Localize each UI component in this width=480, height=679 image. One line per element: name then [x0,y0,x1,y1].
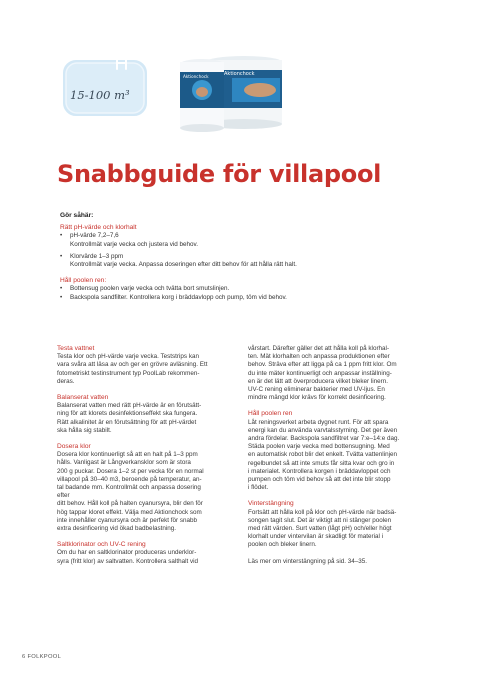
svg-text:Aktionchock: Aktionchock [183,74,209,79]
list-item: • Bottensug poolen varje vecka och tvätta bort smutslinjen. [60,285,380,293]
section-heading: Dosera klor [57,443,91,451]
list-item: • Backspola sandfilter. Kontrollera korg i bräddavlopp och pump, töm vid behov. [60,294,380,302]
keep-clean-heading: Håll poolen ren: [60,277,107,285]
page-number: 6 [22,654,26,660]
section-heading: Balanserat vatten [57,394,109,402]
list-item: • Klorvärde 1–3 ppm Kontrollmät varje vecka. Anpassa doseringen efter ditt behov för att hålla rätt halt. [60,253,380,269]
section-heading: Saltklorinator och UV-C rening [57,541,146,549]
product-image [172,50,287,132]
right-column: vårstart. Därefter gäller det att hålla koll på klorhal- ten. Mät klorhalten och anpassa produktionen efter behov. Sträva efter att ligga på ca 1 ppm fritt klor. Om du inte mäter kontinuerligt och anpassar inställning- en är det lätt att överproducera vilket bleker linern. UV-C rening eliminerar bakterier med UV-ljus. En mindre mängd klor krävs för korrekt desinficering. Håll poolen ren Låt reningsverket arbeta dygnet runt. För att spara energi kan du använda varvtalsstyrning. Det ger även andra fördelar. Backspola sandfiltret var 7:e–14:e dag. Städa poolen varje vecka med bottensugning. Med en automatisk robot blir det enkelt. Tvätta vattenlinjen regelbundet så att inte smuts får sitta kvar och gro in i materialet. Kontrollera korgen i bräddavloppet och pumpen och töm vid behov så att det inte blir stopp i flödet. Vinterstängning Fortsätt att hålla koll på klor och pH-värde när badsä- songen tagit slut. Det är viktigt att ni stänger poolen med rätt värden. Surt vatten (lågt pH) och/eller högt klorhalt under vintervilan är skadligt för material i poolen och bleker linern. Läs mer om vinterstängning på sid. 34–35. [248,345,430,566]
intro-section [60,212,380,302]
section-heading: Testa vattnet [57,345,95,352]
brand-name: FOLKPOOL [27,654,62,660]
section-heading: Håll poolen ren [248,410,293,418]
svg-text:Aktionchock: Aktionchock [224,71,255,77]
section-heading: Vinterstängning [248,500,294,508]
keep-clean-list [60,285,380,301]
ph-chlorine-list [60,232,380,269]
page-title: Snabbguide för villapool [57,160,382,188]
intro-heading: Gör såhär: [60,212,94,219]
ph-chlorine-heading: Rätt pH-värde och klorhalt [60,224,137,232]
page-footer [22,654,61,660]
pool-volume: 15-100 m³ [70,88,130,102]
left-column: Testa vattnet Testa klor och pH-värde varje vecka. Teststrips kan vara svåra att läsa av och ger en grövre avläsning. Ett fotometriskt testinstrument typ PoolLab rekommen- deras. Balanserat vatten Balanserat vatten med rätt pH-värde är en förutsätt- ning för att klorets desinfektionseffekt ska fungera. Rätt alkalinitet är en förutsättning för att pH-värdet ska hålla sig stabilt. Dosera klor Dosera klor kontinuerligt så att en halt på 1–3 ppm hålls. Vanligast är Långverkansklor som är stora 200 g puckar. Dosera 1–2 st per vecka för en normal villapool på 30–40 m3, beroende på temperatur, an- tal badande mm. Kontrollmät och anpassa dosering efter ditt behov. Håll koll på halten cyanursyra, blir den för hög tappar kloret effekt. Välja med Aktionchock som inte innehåller cyanursyra och är perfekt för snabb extra desinficering vid ökad badbelastning. Saltklorinator och UV-C rening Om du har en saltklorinator produceras underklor- syra (fritt klor) av saltvatten. Kontrollera salthalt vid [57,345,239,566]
list-item: • pH-värde 7,2–7,6 Kontrollmät varje vecka och justera vid behov. [60,232,380,248]
